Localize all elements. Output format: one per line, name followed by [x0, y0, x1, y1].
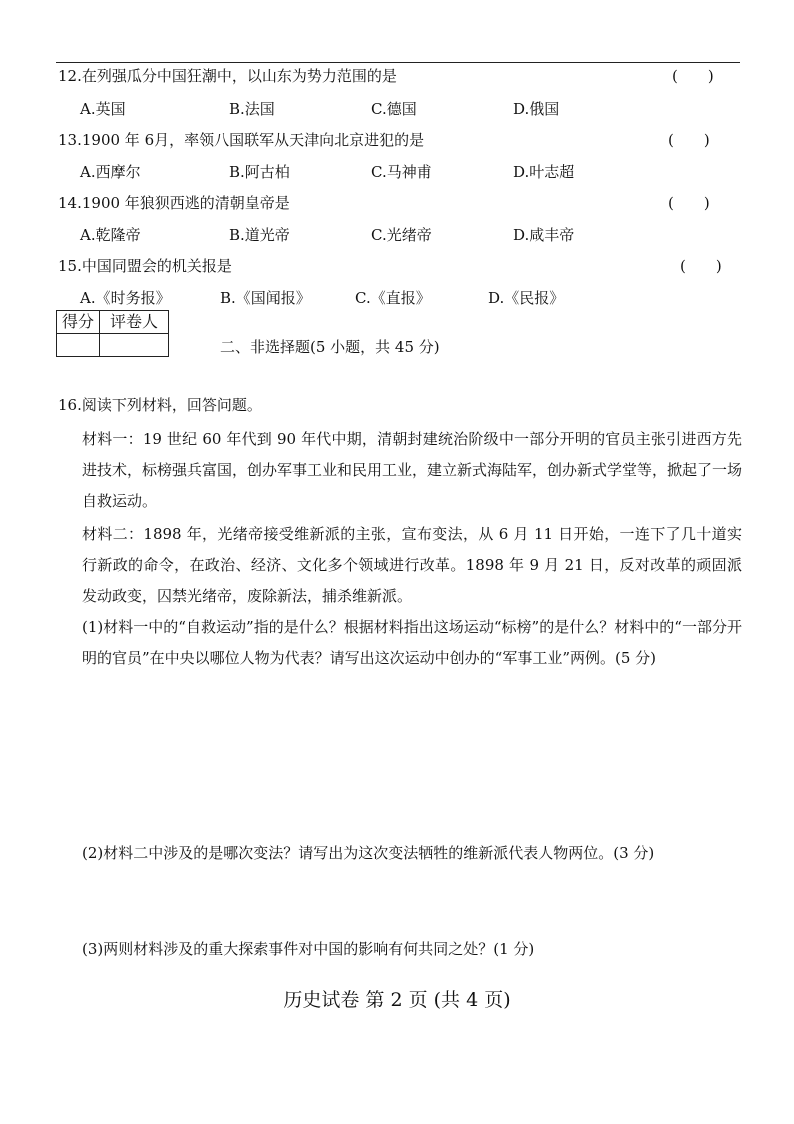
score-table — [56, 310, 169, 357]
question-16-sub-3: (3)两则材料涉及的重大探索事件对中国的影响有何共同之处？(1 分) — [82, 940, 535, 958]
question-13-stem: 13.1900 年 6月，率领八国联军从天津向北京进犯的是 — [58, 131, 425, 149]
question-15-stem: 15.中国同盟会的机关报是 — [58, 257, 232, 275]
question-14-stem: 14.1900 年狼狈西逃的清朝皇帝是 — [58, 194, 290, 212]
question-12-option-c: C.德国 — [371, 100, 417, 118]
question-14-option-c: C.光绪帝 — [371, 226, 432, 244]
question-12-stem: 12.在列强瓜分中国狂潮中，以山东为势力范围的是 — [58, 67, 397, 85]
grader-header: 评卷人 — [100, 311, 169, 334]
question-15-option-c: C.《直报》 — [355, 289, 431, 307]
header-rule — [56, 62, 740, 63]
question-14-option-b: B.道光帝 — [229, 226, 290, 244]
question-13-option-a: A.西摩尔 — [80, 163, 141, 181]
question-16-sub-1: (1)材料一中的“自救运动”指的是什么？根据材料指出这场运动“标榜”的是什么？材料中的“一部分开明的官员”在中央以哪位人物为代表？请写出这次运动中创办的“军事工业”两例。(5 分) — [82, 618, 742, 667]
score-cell — [57, 334, 100, 357]
question-15-option-d: D.《民报》 — [488, 289, 565, 307]
question-12-answer-blank: ( ) — [672, 67, 714, 85]
question-12-option-b: B.法国 — [229, 100, 275, 118]
question-14-option-a: A.乾隆帝 — [80, 226, 141, 244]
question-15-option-a: A.《时务报》 — [80, 289, 171, 307]
material-1: 材料一：19 世纪 60 年代到 90 年代中期，清朝封建统治阶级中一部分开明的官员主张引进西方先进技术，标榜强兵富国，创办军事工业和民用工业，建立新式海陆军，创办新式学堂等，掀起了一场自救运动。 — [82, 430, 743, 510]
question-12-option-a: A.英国 — [80, 100, 126, 118]
section-title: 二、非选择题(5 小题，共 45 分) — [220, 338, 440, 356]
question-15-option-b: B.《国闻报》 — [220, 289, 311, 307]
question-13-option-b: B.阿古柏 — [229, 163, 290, 181]
question-16-sub-2: (2)材料二中涉及的是哪次变法？请写出为这次变法牺牲的维新派代表人物两位。(3 分) — [82, 844, 655, 862]
page-footer: 历史试卷 第 2 页 (共 4 页) — [283, 989, 511, 1011]
question-14-answer-blank: ( ) — [668, 194, 710, 212]
question-13-answer-blank: ( ) — [668, 131, 710, 149]
material-2: 材料二：1898 年，光绪帝接受维新派的主张，宣布变法，从 6 月 11 日开始，一连下了几十道实行新政的命令，在政治、经济、文化多个领域进行改革。1898 年 9 月 21 日，反对改革的顽固派发动政变，囚禁光绪帝，废除新法，捕杀维新派。 — [82, 525, 742, 605]
question-15-answer-blank: ( ) — [680, 257, 722, 275]
question-13-option-d: D.叶志超 — [513, 163, 575, 181]
question-12-option-d: D.俄国 — [513, 100, 560, 118]
question-16-stem: 16.阅读下列材料，回答问题。 — [58, 396, 262, 414]
grader-cell — [100, 334, 169, 357]
question-13-option-c: C.马神甫 — [371, 163, 432, 181]
question-14-option-d: D.咸丰帝 — [513, 226, 575, 244]
score-header: 得分 — [57, 311, 100, 334]
